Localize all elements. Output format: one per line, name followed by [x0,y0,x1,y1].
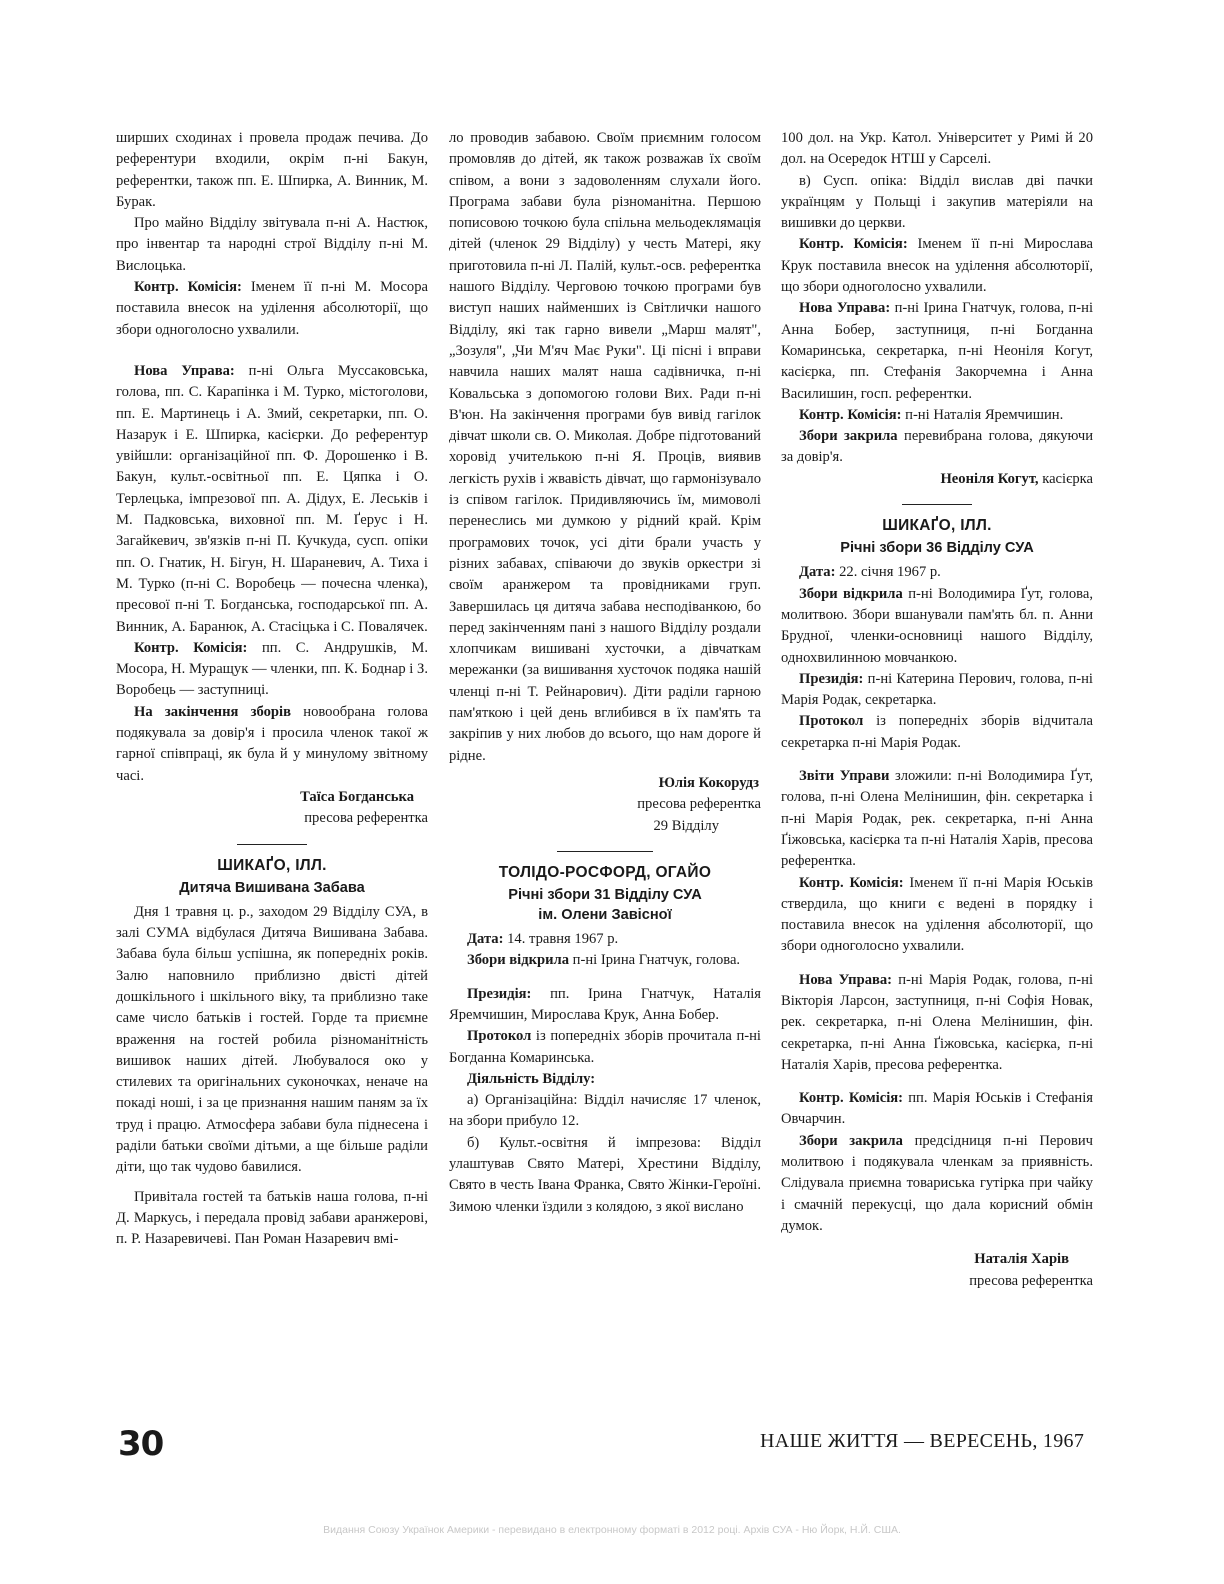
column-3 [781,128,1093,1292]
signature-role: касієрка [1038,470,1093,487]
paragraph-text: зложили: п-ні Володимира Ґут, голова, п-ні Олена Мелінишин, фін. секретарка і п-ні Марія Родак, рек. секретарка, п-ні Анна Ґіжовська, касієрка та п-ні Наталія Харів, пресова референтка. [781,768,1093,870]
bold-lead: Контр. Комісія: [799,874,904,891]
paragraph-text: 14. травня 1967 р. [503,931,619,948]
signature-name: Юлія Кокорудз [658,774,759,791]
paragraph [781,669,1093,712]
bold-lead: Нова Управа: [799,300,891,317]
paragraph-text: 22. січня 1967 р. [835,564,941,581]
bold-lead: Контр. Комісія: [134,279,242,296]
section-title: ШИКАҐО, ІЛЛ. [882,517,992,535]
paragraph [781,1131,1093,1237]
section-subtitle: Дитяча Вишивана Забава [179,879,365,896]
bold-lead: На закінчення зборів [134,703,291,720]
paragraph-text: п-ні Катерина Перович, голова, п-ні Марія Родак, секретарка. [781,670,1093,709]
paragraph-text: предсідниця п-ні Перович молитвою і подякувала членкам за приявність. Слідувала приємна товариська гутірка при чайку і смачній перекусці, що дала корисний обмін думок. [781,1132,1094,1234]
section-divider [557,851,653,852]
bold-lead: Контр. Комісія: [799,1090,904,1107]
paragraph [781,873,1093,958]
section-subtitle: Річні збори 31 Відділу СУА [508,887,702,904]
paragraph [781,766,1093,872]
paragraph-text: п-ні Ірина Гнатчук, голова. [569,952,741,969]
signature [781,469,1093,490]
paragraph-text: п-ні Володимира Ґут, голова, молитвою. Збори вшанували пам'ять бл. п. Анни Брудної, членки-основниці нашого Відділу, однохвилинною мовчанкою. [781,585,1094,666]
paragraph: б) Культ.-освітня й імпрезова: Відділ улаштував Свято Матері, Хрестини Відділу, Свято в честь Івана Франка, Свято Жінки-Героїні. Зимою членки їздили з колядою, з якої вислано [449,1134,761,1215]
paragraph [116,277,428,341]
paragraph-text: Іменем її п-ні Марія Юськів ствердила, що книги є ведені в порядку і поставила внесок на уділення абсолюторії, що збори одноголосно ухвалили. [781,874,1093,955]
bold-lead: Дата: [467,931,504,948]
paragraph-text: пп. Ірина Гнатчук, Наталія Яремчишин, Мирослава Крук, Анна Бобер. [449,985,761,1023]
paragraph: 100 дол. на Укр. Катол. Університет у Римі й 20 дол. на Осередок НТШ у Сарселі. [781,130,1093,168]
paragraph: ло проводив забавою. Своїм приємним голосом промовляв до дітей, як також розважав їх своїм співом, а вони з задоволенням слухали його. Програма забави була різноманітна. Першою пописовою точкою була спільна мельодеклямація дітей (членок 29 Відділу) у честь Матері, яку приготовила п-ні Л. Палій, культ.-осв. референтка нашого Відділу. Черговою точкою програми був виступ наших найменших із Світлички нашого Відділу, які так гарно вивели „Марш малят", „Зозуля", „Чи М'яч Має Руки". Ці пісні і вправи навчила наших малят наша садівничка, п-ні Ковальська з допомогою голови Вих. Ради п-ні В'юн. На закінчення програми був вивід гагілок дівчат школи св. О. Миколая. Добре підготований хоровід учителькою п-ні Я. Проців, виявив легкість рухів і жвавість дівчат, що гармонізувало із співом гагілок. Придивляючись їм, мимоволі перенеслись ми думкою у рідний край. Крім програмових точок, усі діти брали участь у різних забавах, співаючи до звуків оркестри зі своїм аранжером та провідниками груп. Завершилась ця дитяча забава несподіванкою, бо перед закінченням пані з нашого Відділу роздали хлопчикам вишивані хусточки, а дівчаткам мережанки (за вишивання хусточок подяка нашій членці п-ні Т. Рейнарович). Діти раділи гарною пам'яткою і цей день вглибився в їх пам'ять та закріпив у них любов до всього, що нам дороге й рідне. [449,130,761,764]
bold-lead: Протокол [799,713,864,730]
bold-lead: Збори закрила [799,1132,903,1149]
paragraph [781,405,1093,426]
bold-lead: Збори закрила [799,428,898,445]
paragraph: ширших сходинах і провела продаж печива. До референтури входили, окрім п-ні Бакун, референтки, також пп. Е. Шпирка, А. Винник, М. Бурак. [116,130,428,210]
paragraph [781,711,1093,754]
signature-role: пресова референтка [637,796,761,813]
signature-name: Таїса Богданська [300,788,414,805]
paragraph-text: із попередніх зборів прочитала п-ні Богданна Комаринська. [449,1028,761,1066]
bold-lead: Звіти Управи [799,768,890,785]
paragraph-text: пп. Марія Юськів і Стефанія Овчарчин. [781,1090,1093,1128]
section-subtitle: Річні збори 36 Відділу СУА [840,540,1034,557]
bold-lead: Діяльність Відділу: [467,1070,596,1087]
paragraph-text: п-ні Ірина Гнатчук, голова, п-ні Анна Бобер, заступниця, п-ні Богданна Комаринська, секретарка, п-ні Неоніля Когут, касієрка, пп. Стефанія Закорчемна і Анна Василишин, госп. референтки. [781,300,1093,402]
paragraph [781,298,1093,404]
paragraph-text: Іменем її п-ні Мирослава Крук поставила внесок на уділення абсолюторії, що збори одноголосно ухвалили. [781,236,1093,296]
signature-name: Наталія Харів [974,1251,1069,1268]
paragraph [781,426,1093,469]
paragraph-text: новообрана голова подякувала за довір'я і просила членок такої ж гарної співпраці, як була й у минулому звітному часі. [116,703,428,784]
paragraph [449,950,761,971]
paragraph [116,702,428,787]
paragraph [449,1026,761,1069]
bold-lead: Контр. Комісія: [134,639,248,656]
bold-lead: Збори відкрила [467,952,570,969]
paragraph [449,1069,761,1090]
bold-lead: Протокол [467,1028,532,1045]
section-divider [902,504,972,505]
section-title: ШИКАҐО, ІЛЛ. [217,856,327,874]
paragraph [781,584,1093,669]
signature-role: пресова референтка [304,810,428,827]
bold-lead: Президія: [799,670,864,687]
magazine-running-footer: НАШЕ ЖИТТЯ — ВЕРЕСЕНЬ, 1967 [760,1430,1085,1452]
column-2 [449,128,761,1218]
bold-lead: Збори відкрила [799,585,903,602]
paragraph [116,638,428,702]
signature-role: пресова референтка [969,1272,1093,1289]
section-subtitle: ім. Олени Завісної [538,907,672,924]
paragraph [781,562,1093,583]
bold-lead: Президія: [467,985,532,1002]
bold-lead: Контр. Комісія: [799,236,908,253]
archive-credit-line: Видання Союзу Українок Америки - перевидано в електронному форматі в 2012 році. Архів СУА - Ню Йорк, Н.Й. США. [323,1524,901,1536]
paragraph: в) Сусп. опіка: Відділ вислав дві пачки українцям у Польщі і закупив матеріяли на вишивки до церкви. [781,172,1093,232]
paragraph [781,1088,1093,1131]
bold-lead: Нова Управа: [799,971,893,988]
paragraph [781,970,1093,1076]
paragraph-text: із попередніх зборів відчитала секретарка п-ні Марія Родак. [781,713,1093,751]
page-number: 30 [118,1424,164,1464]
section-divider [237,844,307,845]
bold-lead: Нова Управа: [134,362,235,379]
bold-lead: Контр. Комісія: [799,406,902,423]
paragraph-text: п-ні Наталія Яремчишин. [901,406,1064,423]
paragraph-text: п-ні Ольга Муссаковська, голова, пп. С. Карапінка і М. Турко, містоголови, пп. Е. Мартинець і А. Змий, секретарки, пп. О. Назарук і Е. Шпирка, касієрки. До референтур увійшли: організаційної пп. Ф. Дорошенко і В. Бакун, культ.-освітньої пп. Е. Цяпка і О. Терлецька, імпрезової пп. А. Дідух, Е. Леськів і М. Падковська, виховної пп. М. Ґерус і Н. Загайкевич, зв'язків п-ні П. Кучкуда, сусп. опіки пп. О. Гнатик, Н. Бігун, Н. Шаранeвич, А. Тиха і М. Турко (п-ні С. Воробець — почесна членка), пресової п-ні Т. Богданська, господарської пп. А. Винник, А. Баранюк, А. Стасіцька і С. Повалячек. [116,362,428,635]
paragraph [449,984,761,1027]
paragraph: Привітала гостей та батьків наша голова, п-ні Д. Маркусь, і передала провід забави аранжерові, п. Р. Назаревичеві. Пан Роман Назаревич вмі- [116,1188,428,1248]
signature-name: Неоніля Когут, [940,470,1039,487]
paragraph: а) Організаційна: Відділ начисляє 17 членок, на збори прибуло 12. [449,1092,761,1130]
paragraph [781,234,1093,298]
paragraph-text: Іменем її п-ні М. Мосора поставила внесок на уділення абсолюторії, що збори одноголосно ухвалили. [116,279,428,338]
section-title: ТОЛІДО-РОСФОРД, ОГАЙО [498,863,712,881]
paragraph: Дня 1 травня ц. р., заходом 29 Відділу СУА, в залі СУМА відбулася Дитяча Вишивана Забава. Забава була більш успішна, як попередніх років. Залю наповнило приблизно двісті дітей дошкільного і шкільного віку, та приблизно таке саме число батьків і гостей. Горде та приємне враження на гостей робила різноманітність вишивок наших дітей. Любувалося око у стилевих та оригінальних суконочках, неначе на покаді ноші, і за це признання нашим паням за їх труд і працю. Атмосфера забави була піднесена і раділи батьки своїми дітьми, а ще більше раділи діти, що так чудово бавилися. [116,903,428,1176]
paragraph-text: перевибрана голова, дякуючи за довір'я. [781,428,1093,466]
paragraph: Про майно Відділу звітувала п-ні А. Настюк, про інвентар та народні строї Відділу п-ні М. Вислоцька. [116,215,428,274]
paragraph [449,929,761,950]
paragraph [116,361,428,638]
paragraph-text: п-ні Марія Родак, голова, п-ні Вікторія Ларсон, заступниця, п-ні Софія Новак, рек. секретарка, п-ні Олена Мелінишин, фін. секретарка, п-ні Анна Ґіжовська, касієрка, п-ні Наталія Харів, пресова референтка. [781,971,1093,1073]
bold-lead: Дата: [799,564,836,581]
signature-role: 29 Відділу [653,817,719,834]
column-1 [116,128,428,1251]
paragraph-text: пп. С. Андрушків, М. Мосора, Н. Муращук — членки, пп. К. Боднар і З. Воробець — заступниці. [116,639,428,699]
